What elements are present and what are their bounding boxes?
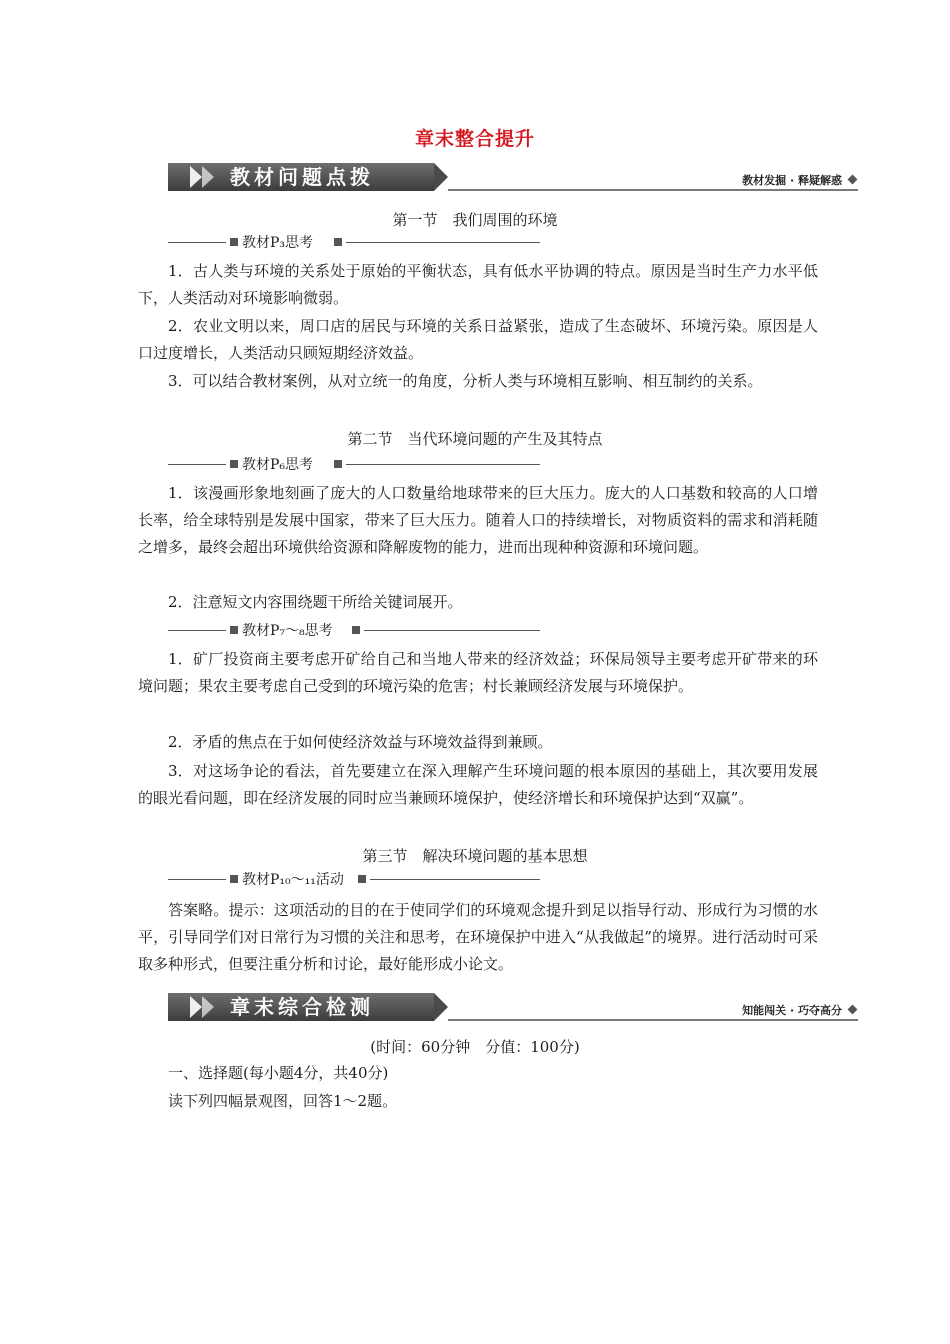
paragraph: 2．矛盾的焦点在于如何使经济效益与环境效益得到兼顾。 (168, 733, 553, 751)
banner-tagline: 知能闯关 · 巧夺高分 (742, 1004, 842, 1017)
paragraph: 3．可以结合教材案例，从对立统一的角度，分析人类与环境相互影响、相互制约的关系。 (168, 372, 763, 390)
diamond-icon (848, 1005, 858, 1015)
paragraph: 2．农业文明以来，周口店的居民与环境的关系日益紧张，造成了生态破坏、环境污染。原因是人口过度增长，人类活动只顾短期经济效益。 (138, 317, 818, 362)
paragraph: 2．注意短文内容围绕题干所给关键词展开。 (168, 593, 463, 611)
section-heading-2: 第二节 当代环境问题的产生及其特点 (347, 430, 603, 448)
subheading-label: 教材P₇～₈思考 (242, 623, 333, 639)
section-heading-1: 第一节 我们周围的环境 (392, 211, 558, 229)
square-icon (230, 460, 238, 468)
rule-left (168, 879, 226, 880)
banner-rule (448, 189, 858, 191)
section-banner-textbook (168, 163, 858, 195)
paragraph: 答案略。提示：这项活动的目的在于使同学们的环境观念提升到足以指导行动、形成行为习惯的水平，引导同学们对日常行为习惯的关注和思考，在环境保护中进入“从我做起”的境界。进行活动时可采取多种形式，但要注重分析和讨论，最好能形成小论文。 (138, 901, 818, 973)
square-icon (230, 238, 238, 246)
banner-rule (448, 1019, 858, 1021)
page-title: 章末整合提升 (414, 128, 535, 150)
rule-left (168, 242, 226, 243)
subheading-label: 教材P₆思考 (242, 457, 314, 473)
rule-right (346, 242, 540, 243)
chevron-right-icon (190, 166, 202, 188)
square-icon (352, 626, 360, 634)
subheading-p6 (168, 455, 540, 475)
diamond-icon (848, 175, 858, 185)
paragraph: 1．古人类与环境的关系处于原始的平衡状态，具有低水平协调的特点。原因是当时生产力水平低下，人类活动对环境影响微弱。 (138, 262, 818, 307)
subheading-p3 (168, 233, 350, 253)
square-icon (358, 875, 366, 883)
paragraph: 1．该漫画形象地刻画了庞大的人口数量给地球带来的巨大压力。庞大的人口基数和较高的人口增长率，给全球特别是发展中国家，带来了巨大压力。随着人口的持续增长，对物质资料的需求和消耗随之增多，最终会超出环境供给资源和降解废物的能力，进而出现种种资源和环境问题。 (138, 484, 818, 556)
paragraph: 1．矿厂投资商主要考虑开矿给自己和当地人带来的经济效益；环保局领导主要考虑开矿带来的环境问题；果农主要考虑自己受到的环境污染的危害；村长兼顾经济发展与环境保护。 (138, 650, 818, 695)
test-time-score: (时间：60分钟 分值：100分) (370, 1038, 580, 1056)
banner-label: 教材问题点拨 (230, 165, 374, 189)
square-icon (334, 460, 342, 468)
banner-tagline: 教材发掘 · 释疑解惑 (742, 174, 842, 187)
section-heading-3: 第三节 解决环境问题的基本思想 (362, 847, 588, 865)
chevron-right-icon (202, 996, 214, 1018)
rule-right (370, 879, 540, 880)
square-icon (230, 626, 238, 634)
question-part-heading: 一、选择题(每小题4分，共40分) (168, 1064, 389, 1082)
rule-right (346, 464, 540, 465)
rule-left (168, 630, 226, 631)
subheading-p10-11 (168, 870, 540, 890)
rule-right (364, 630, 540, 631)
square-icon (230, 875, 238, 883)
chevron-right-icon (202, 166, 214, 188)
subheading-label: 教材P₁₀～₁₁活动 (242, 872, 344, 888)
subheading-label: 教材P₃思考 (242, 235, 314, 251)
chevron-right-icon (190, 996, 202, 1018)
question-instruction: 读下列四幅景观图，回答1～2题。 (168, 1092, 398, 1110)
banner-label: 章末综合检测 (230, 995, 374, 1019)
section-banner-test (168, 993, 858, 1025)
square-icon (334, 238, 342, 246)
paragraph: 3．对这场争论的看法，首先要建立在深入理解产生环境问题的根本原因的基础上，其次要用发展的眼光看问题，即在经济发展的同时应当兼顾环境保护，使经济增长和环境保护达到“双赢”。 (138, 762, 818, 807)
subheading-p7-8 (168, 621, 540, 641)
rule-left (168, 464, 226, 465)
